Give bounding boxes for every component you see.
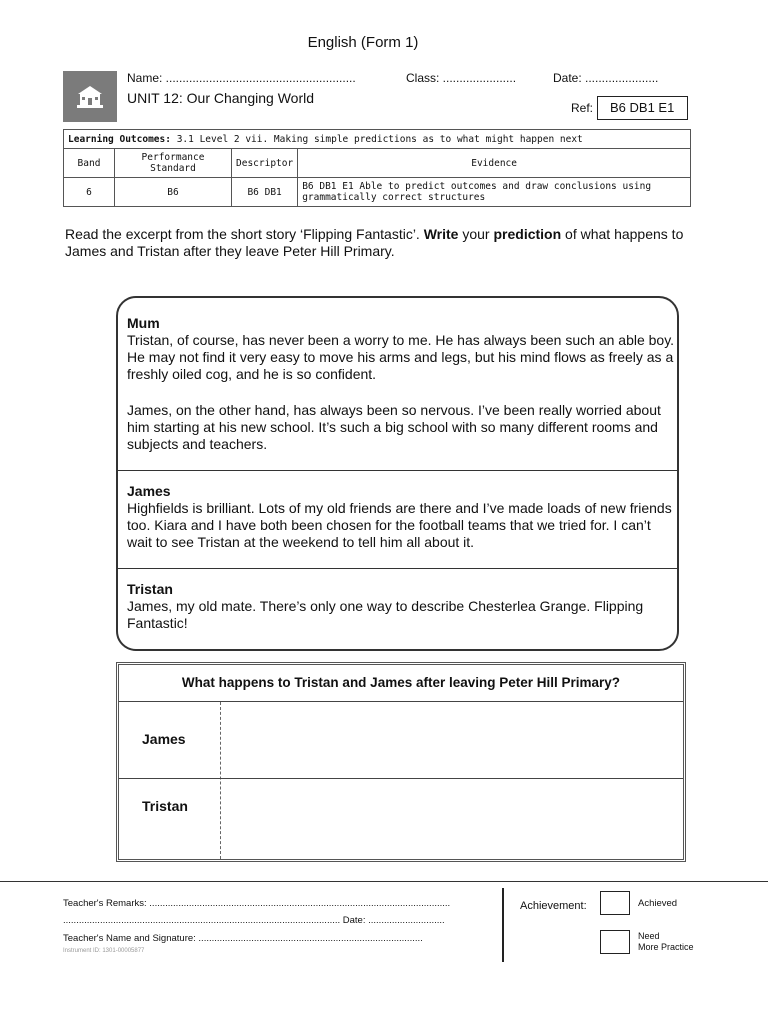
column-header-performance-standard: Performance Standard (115, 149, 232, 178)
instruction-part: Read the excerpt from the short story ‘Flipping Fantastic’. (65, 226, 424, 242)
ref-value: B6 DB1 E1 (597, 96, 688, 120)
column-header-descriptor: Descriptor (232, 149, 298, 178)
column-divider (220, 702, 221, 859)
achieved-label: Achieved (638, 898, 678, 909)
cell-evidence: B6 DB1 E1 Able to predict outcomes and draw conclusions using grammatically correct structures (298, 178, 691, 207)
instrument-id: Instrument ID: 1301-00005877 (63, 948, 145, 954)
school-logo (63, 71, 117, 122)
story-excerpt-box (116, 296, 679, 651)
instruction-part: your (458, 226, 494, 242)
date-field: Date: ...................... (553, 71, 659, 85)
divider (118, 470, 677, 471)
document-title: English (Form 1) (307, 34, 419, 51)
cell-descriptor: B6 DB1 (232, 178, 298, 207)
speaker-tristan: Tristan (127, 581, 173, 597)
column-header-evidence: Evidence (298, 149, 691, 178)
divider (118, 568, 677, 569)
mum-paragraph-2: James, on the other hand, has always been so nervous. I’ve been really worried about him starting at his new school. It’s such a big school with so many different rooms and subjects and teachers. (127, 402, 661, 452)
answer-label-tristan: Tristan (142, 798, 188, 814)
school-building-icon (76, 84, 104, 110)
tristan-answer-area[interactable] (222, 780, 680, 858)
achieved-checkbox[interactable] (600, 891, 630, 915)
tristan-paragraph: James, my old mate. There’s only one way to describe Chesterlea Grange. Flipping Fantastic! (127, 598, 644, 631)
need-label-line-2: More Practice (638, 942, 694, 952)
speaker-james: James (127, 483, 171, 499)
mum-paragraph-1: Tristan, of course, has never been a worry to me. He has always been such an able boy. He may not find it very easy to move his arms and legs, but his mind flows as freely as a freshly oiled cog, and he is so confident. (127, 332, 675, 382)
answer-label-james: James (142, 731, 186, 747)
need-label-line-1: Need (638, 931, 660, 941)
row-divider (119, 778, 683, 779)
name-field: Name: ......................................................... (127, 71, 356, 85)
unit-title: UNIT 12: Our Changing World (127, 90, 315, 106)
learning-outcomes-label: Learning Outcomes: (68, 133, 171, 145)
column-header-band: Band (64, 149, 115, 178)
class-field: Class: ...................... (406, 71, 517, 85)
answer-table (116, 662, 686, 862)
instruction-bold-write: Write (423, 226, 459, 242)
learning-outcomes-cell (64, 130, 691, 149)
james-answer-area[interactable] (222, 703, 680, 777)
instruction-part: of what happens to James and Tristan after they leave Peter Hill Primary. (65, 226, 684, 259)
answer-question: What happens to Tristan and James after leaving Peter Hill Primary? (119, 665, 683, 702)
instruction-text (65, 226, 705, 260)
speaker-mum: Mum (127, 315, 160, 331)
achievement-label: Achievement: (520, 900, 587, 912)
teacher-remarks-continued: ......................................................................................................... Date: ............................. (63, 915, 445, 926)
need-more-practice-checkbox[interactable] (600, 930, 630, 954)
need-more-practice-label (638, 931, 694, 953)
learning-outcomes-table (63, 129, 691, 207)
cell-band: 6 (64, 178, 115, 207)
learning-outcomes-text: 3.1 Level 2 vii. Making simple predictions as to what might happen next (176, 133, 583, 145)
teacher-remarks: Teacher's Remarks: .................................................................................................................. (63, 898, 451, 909)
teacher-signature: Teacher's Name and Signature: ..................................................................................... (63, 933, 423, 944)
james-paragraph: Highfields is brilliant. Lots of my old friends are there and I’ve made loads of new friends too. Kiara and I have both been chosen for the football teams that we tried for. I can’t wait to see Tristan at the weekend to tell him all about it. (127, 500, 672, 550)
footer-divider (0, 881, 768, 882)
footer-vertical-divider (502, 888, 504, 962)
ref-label: Ref: (571, 101, 594, 115)
instruction-bold-prediction: prediction (493, 226, 562, 242)
cell-performance-standard: B6 (115, 178, 232, 207)
